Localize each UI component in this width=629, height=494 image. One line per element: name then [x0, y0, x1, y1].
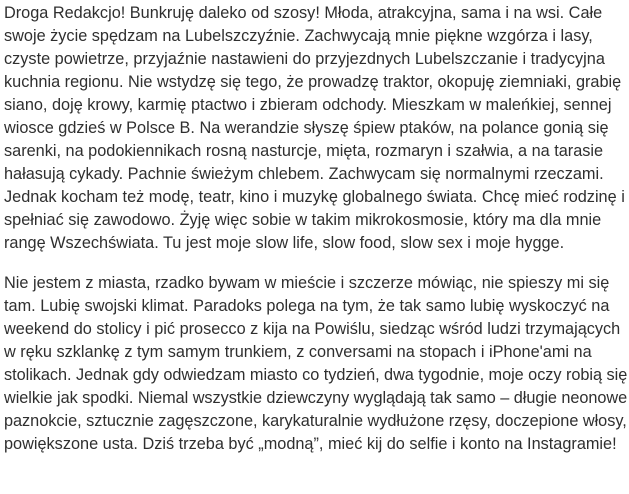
- text-line: Nie jestem z miasta, rzadko bywam w mieście i szczerze mówiąc, nie spieszy mi się: [4, 274, 610, 292]
- text-line: wielkie jak spodki. Niemal wszystkie dziewczyny wyglądają tak samo – długie neonowe: [4, 389, 628, 407]
- text-line: powiększone usta. Dziś trzeba być „modną”, mieć kij do selfie i konto na Instagramie!: [4, 435, 617, 453]
- text-line: kuchnia regionu. Nie wstydzę się tego, że prowadzę traktor, okopuję ziemniaki, grabię: [4, 73, 622, 91]
- text-line: spełniać się zawodowo. Żyję więc sobie w takim mikrokosmosie, który ma dla mnie: [4, 211, 602, 229]
- text-line: wiosce gdzieś w Polsce B. Na werandzie słyszę śpiew ptaków, na polance gonią się: [4, 119, 609, 137]
- text-line: Droga Redakcjo! Bunkruję daleko od szosy! Młoda, atrakcyjna, sama i na wsi. Całe: [4, 4, 603, 22]
- text-line: w ręku szklankę z tym samym trunkiem, z conversami na stopach i iPhone'ami na: [4, 343, 592, 361]
- text-line: rangę Wszechświata. Tu jest moje slow life, slow food, slow sex i moje hygge.: [4, 234, 565, 252]
- paragraph-2: [4, 272, 626, 456]
- text-line: tam. Lubię swojski klimat. Paradoks polega na tym, że tak samo lubię wyskoczyć na: [4, 297, 610, 315]
- paragraph-1: [4, 2, 626, 255]
- text-line: weekend do stolicy i pić prosecco z kija na Powiślu, siedząc wśród ludzi trzymających: [4, 320, 621, 338]
- article-body: [4, 2, 626, 456]
- text-line: stolikach. Jednak gdy odwiedzam miasto co tydzień, dwa tygodnie, moje oczy robią się: [4, 366, 628, 384]
- text-line: siano, doję krowy, karmię ptactwo i zbieram odchody. Mieszkam w maleńkiej, sennej: [4, 96, 612, 114]
- text-line: czyste powietrze, przyjaźnie nastawieni do przyjezdnych Lubelszczanie i tradycyjna: [4, 50, 605, 68]
- text-line: hałasują cykady. Pachnie świeżym chlebem. Zachwycam się normalnymi rzeczami.: [4, 165, 604, 183]
- text-line: Jednak kocham też modę, teatr, kino i muzykę globalnego świata. Chcę mieć rodzinę i: [4, 188, 625, 206]
- text-line: sarenki, na podokiennikach rosną nasturcje, mięta, rozmaryn i szałwia, a na tarasie: [4, 142, 604, 160]
- text-line: swoje życie spędzam na Lubelszczyźnie. Zachwycają mnie piękne wzgórza i lasy,: [4, 27, 593, 45]
- text-line: paznokcie, sztucznie zagęszczone, karykaturalnie wydłużone rzęsy, doczepione włosy,: [4, 412, 627, 430]
